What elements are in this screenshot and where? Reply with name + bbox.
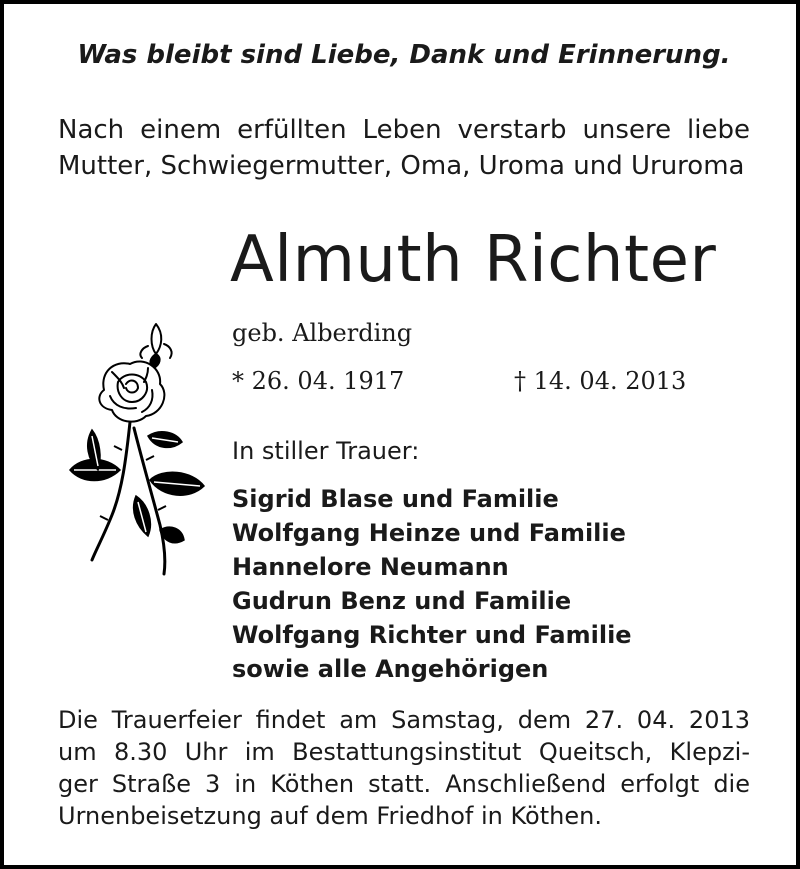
ceremony-line: um 8.30 Uhr im Bestattungsinstitut Queitsch, Klepzi- <box>58 738 750 766</box>
ceremony-line: Urnenbeisetzung auf dem Friedhof in Köthen. <box>58 802 602 830</box>
rose-icon <box>52 310 212 580</box>
intro-text <box>58 112 750 184</box>
mourners-list <box>232 482 632 686</box>
ceremony-line: Die Trauerfeier findet am Samstag, dem 27. 04. 2013 <box>58 706 750 734</box>
ceremony-line: ger Straße 3 in Köthen statt. Anschließend erfolgt die <box>58 770 750 798</box>
mourner-item: Hannelore Neumann <box>232 553 509 581</box>
ceremony-notice <box>58 704 750 832</box>
death-date: † 14. 04. 2013 <box>514 367 687 395</box>
intro-line-2: Mutter, Schwiegermutter, Oma, Uroma und Ururoma <box>58 151 745 181</box>
birth-date: * 26. 04. 1917 <box>232 367 405 395</box>
motto-heading: Was bleibt sind Liebe, Dank und Erinnerung. <box>77 40 731 70</box>
mourner-item: Wolfgang Richter und Familie <box>232 621 632 649</box>
intro-line-1: Nach einem erfüllten Leben verstarb unsere liebe <box>58 115 750 145</box>
deceased-name: Almuth Richter <box>230 223 717 297</box>
mourning-label: In stiller Trauer: <box>232 437 420 465</box>
mourner-item: Sigrid Blase und Familie <box>232 485 559 513</box>
mourner-item: Wolfgang Heinze und Familie <box>232 519 626 547</box>
mourner-item: sowie alle Angehörigen <box>232 655 549 683</box>
mourner-item: Gudrun Benz und Familie <box>232 587 572 615</box>
born-name: geb. Alberding <box>232 319 413 347</box>
